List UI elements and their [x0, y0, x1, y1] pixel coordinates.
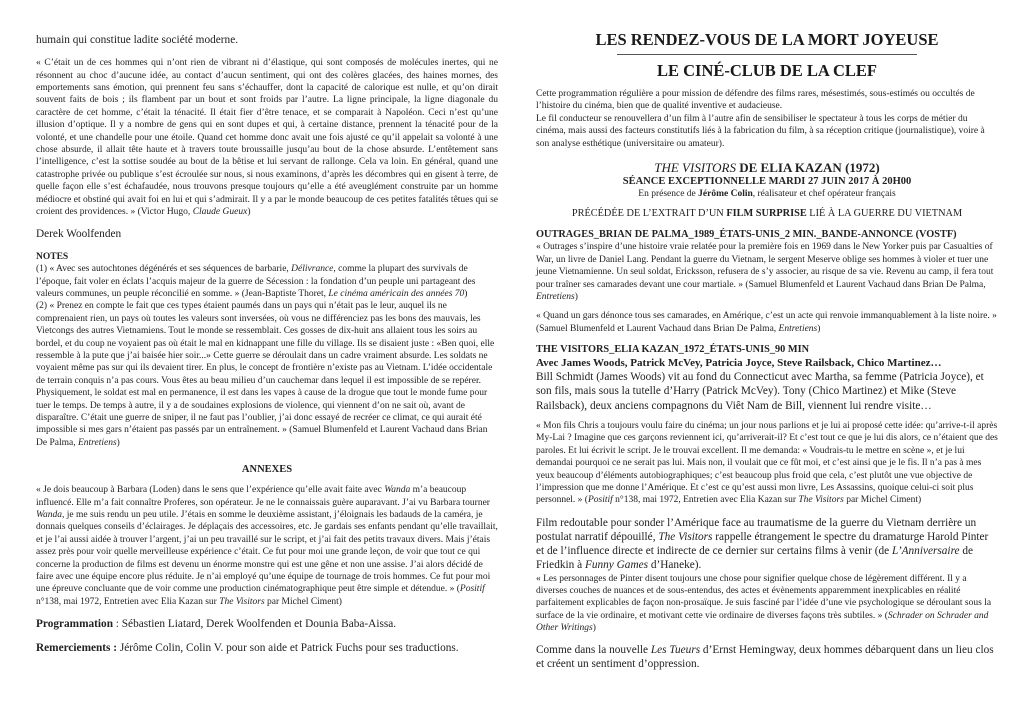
preceded-suffix: LIÉ À LA GUERRE DU VIETNAM [806, 208, 963, 220]
hugo-source-close: ) [247, 207, 251, 218]
outrages-quote-2-text: « Quand un gars dénonce tous ses camarades, en Amérique, c’est un acte qui renvoie immanquablement à la liste noire. » (Samuel Blumenfeld et Laurent Vachaud dans Brian De Palma, [536, 311, 997, 334]
note-2 [36, 300, 498, 449]
film-title-italic: THE VISITORS [654, 160, 736, 176]
remerciements-value: Jérôme Colin, Colin V. pour son aide et Patrick Fuchs pour ses traductions. [117, 642, 459, 655]
hugo-source: (Victor Hugo, [135, 207, 193, 218]
page-subtitle: LE CINÉ-CLUB DE LA CLEF [656, 61, 878, 80]
left-page [36, 33, 498, 656]
remerciements-credit [36, 641, 498, 655]
note-1-title-book: Le cinéma américain des années 70 [328, 288, 465, 299]
guest-name: Jérôme Colin [698, 189, 753, 200]
outrages-quote-1-source: Entretiens [536, 292, 575, 303]
presence-prefix: En présence de [638, 189, 699, 200]
guest-presence [536, 188, 998, 200]
right-page [536, 30, 998, 671]
critique-text-1: Film redoutable pour sonder l’Amérique face au traumatisme de la guerre du Vietnam derrière un postulat narratif dépouillé, [536, 516, 977, 543]
note-2-title: Entretiens [77, 437, 117, 448]
outrages-quote-1-close: ) [574, 292, 578, 303]
programmation-credit [36, 617, 498, 631]
kazan-source-the-visitors: The Visitors [798, 495, 844, 506]
note-1-title-delivrance: Délivrance [291, 264, 334, 275]
annexes-wanda-1: Wanda [384, 485, 411, 496]
annexes-wanda-2: Wanda [36, 510, 63, 520]
critique-anniversaire: L’Anniversaire [892, 545, 960, 558]
hugo-quote [36, 57, 498, 218]
page-title: LES RENDEZ-VOUS DE LA MORT JOYEUSE [595, 30, 939, 49]
hugo-source-title: Claude Gueux [192, 207, 248, 218]
note-1-close: ) [464, 288, 468, 299]
critique-text-3: de Friedkin à [536, 545, 974, 572]
kazan-source-close: par Michel Ciment) [843, 495, 922, 506]
programmation-value: : Sébastien Liatard, Derek Woolfenden et Dounia Baba-Aissa. [112, 618, 397, 631]
annexes-text-4: n°138, mai 1972, Entretien avec Elia Kazan sur [36, 596, 220, 607]
closing-text-2: d’Ernst Hemingway, deux hommes débarquent dans un lieu clos et créent un sentiment d’oppression. [536, 643, 994, 670]
annexes-text-5: par Michel Ciment) [264, 596, 342, 607]
title-divider [617, 54, 917, 55]
pinter-quote-text: « Les personnages de Pinter disent toujours une chose pour signifier quelque chose de légèrement différent. Il y a diverses couches de nuances et de sous-entendus, des actes et évènements apparemment inexplicables en réalité parfaitement explicables de façon non-prosaïque. Je suis fasciné par l’idée d’une vie psychologique se déroulant sous la surface de la vie ordinaire, et motivant cette vie ordinaire de diverses façons très subtiles. » ( [536, 573, 992, 621]
annexes-title: ANNEXES [241, 464, 293, 476]
critique-text-4: d’Haneke). [648, 559, 702, 572]
annexes-text-2: m’a beaucoup influencé. Elle m’a fait connaître Proferes, son opérateur. Je ne le connaissais guère auparavant. J’ai vu Barbara tourner [36, 485, 490, 508]
programmation-label: Programmation [36, 618, 113, 631]
annexes-positif: Positif [459, 584, 485, 595]
critique-funny-games: Funny Games [584, 559, 649, 572]
visitors-heading: THE VISITORS_ELIA KAZAN_1972_ÉTATS-UNIS_90 MIN [536, 344, 810, 356]
note-1-text: (1) « Avec ses autochtones dégénérés et ses séquences de barbarie, [36, 264, 292, 275]
visitors-cast: Avec James Woods, Patrick McVey, Patricia Joyce, Steve Railsback, Chico Martinez… [536, 357, 942, 370]
mission-statement: Cette programmation régulière a pour mission de défendre des films rares, mésestimés, sous-estimés ou occultés de l’histoire du cinéma, bien que de qualité inventive et audacieuse. [536, 89, 975, 112]
note-1-text-2: , comme la plupart des survivals de l’époque, fait voler en éclats l’acquis majeur de la guerre de Sécession : la fondation d’un peuple uni partageant des valeurs communes, un peuple réconcilié en somme. » (Jean-Baptiste Thoret, [36, 264, 476, 299]
notes-title: NOTES [36, 251, 69, 262]
remerciements-label: Remerciements : [36, 642, 118, 655]
hugo-quote-text: « C’était un de ces hommes qui n’ont rien de vibrant ni d’élastique, qui sont composés de molécules inertes, qui ne résonnent au choc d’aucune idée, au contact d’aucun sentiment, qui ont des colères glacées, des haines mornes, des emportements sans émotion, qui prennent feu sans s’échauffer, dont la capacité de calorique est nulle, et qu’on dirait souvent faits de bois ; ils flambent par un bout et sont froids par l’autre. La ligne principale, la ligne diagonale du caractère de cet homme, c’était la ténacité. Il était fier d’être tenace, et se comparait à Napoléon. Ceci n’est qu’une illusion d’optique. Il y a nombre de gens qui en sont dupes et qui, à certaine distance, prennent la ténacité pour de la volonté, et une chandelle pour une étoile. Quand cet homme donc avait une fois ajusté ce qu’il appelait sa volonté à une chose absurde, il allait tête haute et à travers toute broussaille jusqu’au bout de la chose absurde. L’entêtement sans l’intelligence, c’est la sottise soudée au bout de la bêtise et lui servant de rallonge. Cela va loin. En général, quand une catastrophe privée ou publique s’est écroulée sur nous, si nous examinons, d’après les décombres qui en gisent à terre, de quelle façon elle s’est échafaudée, nous trouvons presque toujours qu’elle a été aveuglément construite par un homme médiocre et obstiné qui avait foi en lui et qui s’admirait. Il y a par le monde beaucoup de ces petites fatalités têtues qui se croient des providences. » [36, 58, 498, 218]
preceded-prefix: PRÉCÉDÉE DE L’EXTRAIT D’UN [571, 208, 727, 220]
author-signature: Derek Woolfenden [36, 228, 122, 241]
kazan-source-positif: Positif [587, 495, 613, 506]
note-1 [36, 263, 498, 300]
outrages-quote-1-text: « Outrages s’inspire d’une histoire vraie relatée pour la première fois en 1969 dans le New Yorker puis par Casualties of War, un livre de Daniel Lang. Pendant la guerre du Vietnam, le sergent Meserve oblige ses hommes à violer et tuer une jeune Vietnamienne. Un seul soldat, Ericksson, refusera de s’y associer, au risque de sa vie. Revenu au camp, il fera tout pour traîner ses camarades devant une cour martiale. » (Samuel Blumenfeld et Laurent Vachaud dans Brian De Palma, [536, 242, 994, 290]
preceded-by [536, 207, 998, 220]
pinter-source: Schrader on Schrader and Other Writings [536, 610, 989, 634]
outrages-quote-2 [536, 310, 998, 335]
note-2-close: ) [116, 437, 120, 448]
visitors-synopsis: Bill Schmidt (James Woods) vit au fond du Connecticut avec Martha, sa femme (Patricia Joyce), et son fils, mais sous la tutelle d’Harry (Patrick McVey). Tony (Chico Martinez) et Mike (Steve Railsback), deux anciens compagnons du Viêt Nam de Bill, viennent lui rendre visite… [536, 371, 984, 412]
film-title [536, 160, 998, 175]
kazan-quote-text: « Mon fils Chris a toujours voulu faire du cinéma; un jour nous parlions et je lui ai proposé cette idée: qu’arrive-t-il après My-Lai ? Imagine que ces garçons reviennent ici, qu’arriverait-il? Et c’est tout ce que je lui dis alors, ce n’étaient que des paroles. Et lui écrivit le script. Je le trouvai excellent. Il me demanda: « Voudrais-tu le mettre en scène », et je lui demandai pourquoi ce ne serait pas lui. Mais non, il voulait que ce fût moi, et c’est ainsi que je le fis. Il n’a pas à mes yeux beaucoup d’éléments autobiographiques; c’est beaucoup plus froid que cela, c’est plutôt une vue objective de l’impression que me donne l’Amérique. Et c’est ce qu’est aussi mon livre, Les Assassins, quoique celui-ci soit plus personnel. » ( [536, 420, 998, 506]
annexes-quote [36, 484, 498, 608]
intro-line: humain qui constitue ladite société moderne. [36, 34, 239, 46]
pinter-source-close: ) [592, 623, 596, 634]
kazan-quote [536, 420, 998, 507]
surprise-film: FILM SURPRISE [726, 208, 807, 220]
closing-text-1: Comme dans la nouvelle [536, 643, 651, 656]
pinter-quote [536, 573, 998, 635]
mission-statement-2: Le fil conducteur se renouvellera d’un film à l’autre afin de sensibiliser le spectateur à tous les corps de métier du cinéma, mais aussi des facteurs constitutifs liés à la fabrication du film, à sa réception critique (journalistique), voire à son analyse esthétique (universitaire ou amateur). [536, 113, 985, 149]
outrages-quote-1 [536, 241, 998, 303]
critique-paragraph [536, 516, 998, 573]
annexes-text-1: « Je dois beaucoup à Barbara (Loden) dans le sens que l’expérience qu’elle avait faite avec [36, 485, 385, 496]
critique-text-2: rappelle étrangement le spectre du dramaturge Harold Pinter et de l’influence directe et indirecte de ce dernier sur certains films à venir (de [536, 530, 989, 558]
guest-role: , réalisateur et chef opérateur français [752, 189, 896, 200]
screening-date: SÉANCE EXCEPTIONNELLE MARDI 27 JUIN 2017 À 20H00 [622, 176, 912, 188]
outrages-quote-2-close: ) [817, 323, 821, 334]
outrages-heading: OUTRAGES_BRIAN DE PALMA_1989_ÉTATS-UNIS_2 MIN._BANDE-ANNONCE (VOSTF) [536, 229, 957, 241]
annexes-text-3: , je me suis rendu un peu utile. J’étais en somme le deuxième assistant, j’éloignais les badauds de la caméra, je donnais quelques conseils d’éclairages. Je déplaçais des accessoires, etc. Je gardais ses enfants pendant qu’elle travaillait, et je l’ai aussi aidée à trouver l’argent, j’ai un peu travaillé sur le script, et j’ai fait des petits travaux divers. Mais j’étais assez près pour voir quelle merveilleuse expérience c’était. Ce fut pour moi une grande leçon, de voir que tout ce qui concerne la production de films est devenu un énorme monstre qui est une gêne et non une assise. J’ai alors décidé de faire avec une équipe encore plus réduite. Je n’ai employé qu’une équipe de tournage de trois hommes. Ce fut pour moi une épreuve concluante que de voir comme une production cinématographique peut être simple et détendue. » ( [36, 510, 498, 595]
note-2-text: (2) « Prenez en compte le fait que ces types étaient paumés dans un pays qui n’était pas le leur, auquel ils ne comprenaient rien, un pays où toutes les valeurs sont inversées, où vous ne différenciez pas les bons des mauvais, les Vietcongs des autres Vietnamiens. Tout le monde se ressemblait. Ces gosses de dix-huit ans allaient tous les soirs au bordel, et du coup ne voyaient pas où était le mal en kidnappant une fille du village. Ils se disaient juste : «Ben quoi, elle ressemble à la pute que j’ai baisée hier soir...» Cette guerre se déroulait dans un cadre vraiment absurde. Les soldats ne voyaient même pas sur qui ils devaient tirer. En plus, le concept de frontière n’existe pas au Vietnam. L’idée occidentale de terrain conquis n’a pas cours. Vous êtes au beau milieu d’un cauchemar dans lequel il est impossible de se repérer. Physiquement, le soldat est mal en permanence, il est dans les vapes à cause de la drogue que tout le monde fume pour tuer le temps. De temps à autre, il y a de soudaines explosions de violence, qui viennent d’on ne sait où, avant de disparaître. C’était une guerre de sniper, il ne faut pas l’oublier, j’ai donc essayé de recréer ce climat, ce qui aurait été impossible si mes gars n’étaient pas passés par un entraînement. » (Samuel Blumenfeld et Laurent Vachaud dans Brian De Palma, [36, 301, 495, 448]
outrages-quote-2-source: Entretiens [778, 323, 818, 334]
kazan-source-text: n°138, mai 1972, Entretien avec Elia Kazan sur [612, 495, 799, 506]
closing-les-tueurs: Les Tueurs [650, 643, 701, 656]
annexes-the-visitors: The Visitors [219, 596, 265, 607]
closing-paragraph [536, 643, 998, 671]
critique-the-visitors: The Visitors [658, 530, 713, 543]
film-title-director: DE ELIA KAZAN (1972) [735, 160, 880, 176]
